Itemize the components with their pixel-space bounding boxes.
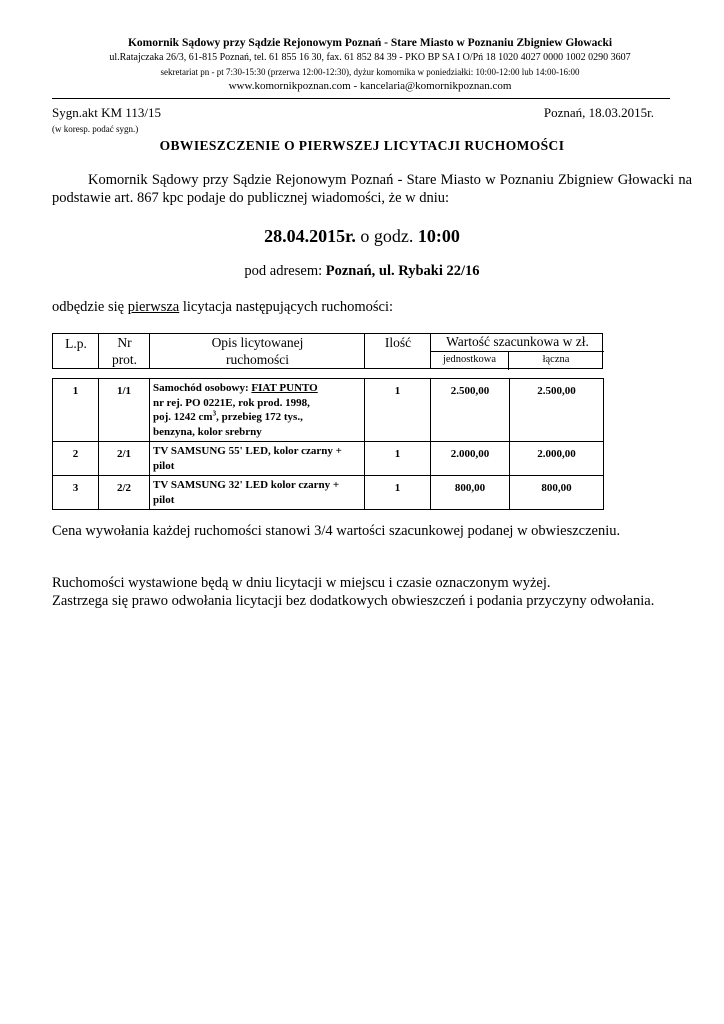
cell-nr: 1/1 (99, 379, 150, 442)
cell-lp: 2 (53, 442, 99, 476)
cell-unit-value: 2.500,00 (431, 379, 510, 442)
signature-note: (w koresp. podać sygn.) (52, 124, 139, 134)
auction-datetime (0, 226, 724, 247)
desc-model: FIAT PUNTO (251, 382, 318, 394)
desc-line4: benzyna, kolor srebrny (153, 425, 262, 438)
letterhead-address: ul.Ratajczaka 26/3, 61-815 Poznań, tel. 61 855 16 30, fax. 61 852 84 39 - PKO BP SA I O/Pń 18 1020 4027 0000 1002 0290 3607 (109, 52, 631, 63)
letterhead-contact: www.komornikpoznan.com - kancelaria@komornikpoznan.com (228, 80, 512, 92)
cell-qty: 1 (365, 379, 431, 442)
cell-total-value: 2.500,00 (510, 379, 604, 442)
auction-date: 28.04.2015r. (264, 226, 356, 246)
items-table (52, 378, 604, 510)
price-note: Cena wywołania każdej ruchomości stanowi 3/4 wartości szacunkowej podanej w obwieszczeniu. (52, 523, 621, 539)
lead-after: licytacja następujących ruchomości: (179, 299, 394, 315)
cell-desc: TV SAMSUNG 55' LED, kolor czarny + pilot (150, 442, 365, 476)
header-jednostkowa: jednostkowa (442, 354, 497, 365)
address-value: Poznań, ul. Rybaki 22/16 (325, 263, 480, 279)
desc-sup: 3 (212, 409, 217, 418)
header-prot: prot. (111, 352, 138, 367)
header-laczna: łączna (542, 354, 570, 365)
lead-underlined: pierwsza (127, 299, 180, 315)
header-nr: Nr (117, 335, 132, 350)
header-opis2: ruchomości (226, 352, 289, 367)
desc-line3a: poj. 1242 cm (153, 411, 213, 423)
auction-time: 10:00 (417, 226, 460, 246)
auction-address (0, 263, 724, 280)
closing-line-2: Zastrzega się prawo odwołania licytacji bez dodatkowych obwieszczeń i podania przyczyny odwołania. (52, 593, 655, 609)
cell-total-value: 2.000,00 (510, 442, 604, 476)
header-divider (52, 98, 670, 99)
cell-unit-value: 800,00 (431, 476, 510, 510)
address-label: pod adresem: (244, 263, 323, 279)
cell-desc: TV SAMSUNG 32' LED kolor czarny + pilot (150, 476, 365, 510)
case-signature: Sygn.akt KM 113/15 (52, 105, 161, 120)
cell-unit-value: 2.000,00 (431, 442, 510, 476)
table-row (53, 476, 604, 510)
desc-line2: nr rej. PO 0221E, rok prod. 1998, (153, 396, 310, 409)
cell-qty: 1 (365, 476, 431, 510)
items-table-header (52, 333, 603, 369)
letterhead-hours: sekretariat pn - pt 7:30-15:30 (przerwa 12:00-12:30), dyżur komornika w poniedziałki: 10:00-12:00 lub 14:00-16:00 (160, 67, 580, 77)
document-title: OBWIESZCZENIE O PIERWSZEJ LICYTACJI RUCHOMOŚCI (159, 138, 565, 153)
header-opis1: Opis licytowanej (211, 335, 304, 350)
letterhead-title: Komornik Sądowy przy Sądzie Rejonowym Poznań - Stare Miasto w Poznaniu Zbigniew Głowacki (127, 37, 613, 49)
desc-line3b: , przebieg 172 tys., (216, 411, 303, 423)
table-row (53, 379, 604, 442)
cell-nr: 2/1 (99, 442, 150, 476)
cell-total-value: 800,00 (510, 476, 604, 510)
cell-nr: 2/2 (99, 476, 150, 510)
header-ilosc: Ilość (384, 335, 412, 350)
place-date: Poznań, 18.03.2015r. (543, 105, 654, 120)
cell-qty: 1 (365, 442, 431, 476)
desc-prefix: Samochód osobowy: (153, 382, 252, 394)
lead-before: odbędzie się (52, 299, 128, 315)
cell-desc (150, 379, 365, 442)
lead-sentence (52, 299, 393, 316)
intro-paragraph: Komornik Sądowy przy Sądzie Rejonowym Poznań - Stare Miasto w Poznaniu Zbigniew Głowacki na podstawie art. 867 kpc podaje do publicznej wiadomości, że w dniu: (52, 172, 692, 206)
header-wartosc: Wartość szacunkowa w zł. (446, 334, 589, 349)
closing-line-1: Ruchomości wystawione będą w dniu licytacji w miejscu i czasie oznaczonym wyżej. (52, 575, 551, 591)
table-row (53, 442, 604, 476)
auction-at-label: o godz. (360, 226, 414, 246)
cell-lp: 1 (53, 379, 99, 442)
cell-lp: 3 (53, 476, 99, 510)
header-lp: L.p. (65, 336, 87, 351)
